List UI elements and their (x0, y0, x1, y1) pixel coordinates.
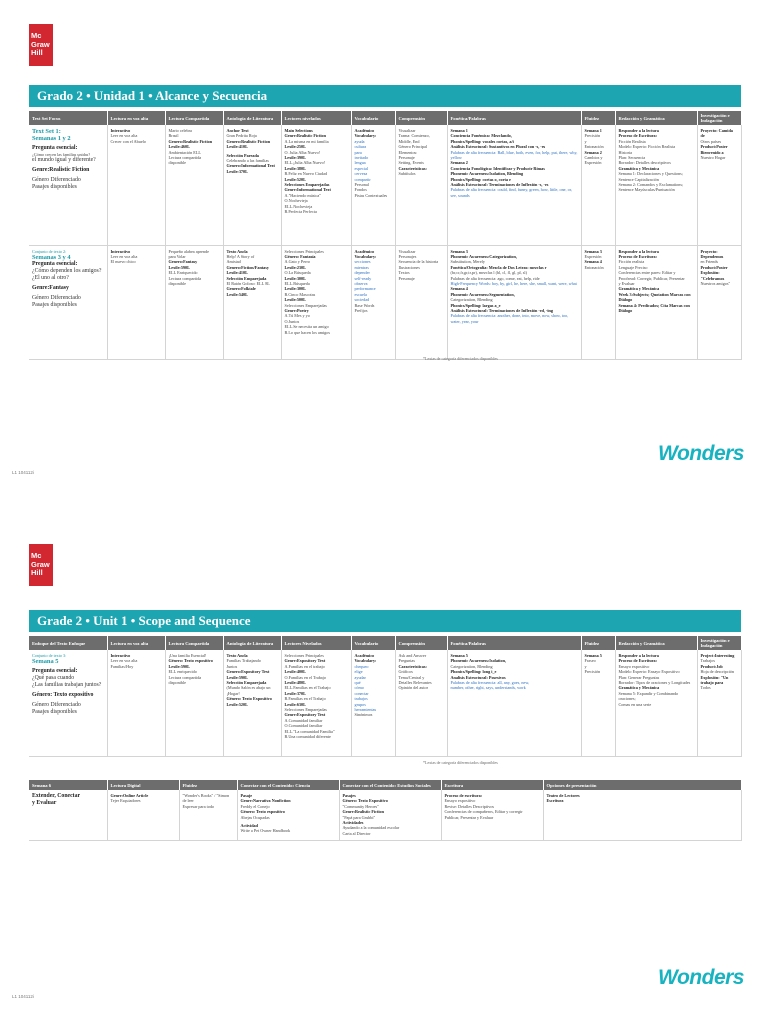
column-header: Redacción y Gramática (615, 111, 697, 125)
cell: Interactivo Leer en voz alta Familias/Hoy (107, 650, 165, 756)
cell: Project:Interesting Trabajos Product:Job Hoja de descripción Explosión: "Un trabajo para Todos (697, 650, 741, 756)
text-set-cell: Text Set 1: Semanas 1 y 2 Pregunta esencial: ¿Cómo crecen las familias unidas? el mundo igual y diferente? Genre:Realistic Fiction Género Diferenciado Pasajes disponibles (29, 125, 107, 245)
column-header: Vocabulario (351, 111, 395, 125)
column-header: Antología de Literatura (223, 111, 281, 125)
table-row (29, 245, 741, 359)
column-header: Lectores Nivelados (281, 636, 351, 650)
cell: Proyecto: Dependemos en Friends Product:Poster Explosión: "Celebramos Nuestros amigos" (697, 245, 741, 359)
column-header: Conectar con el Contenido: Estudios Sociales (339, 780, 441, 790)
cell: Texto Ancla Familias Trabajando Juntos Genero:Expository Text Lexile:590L Selección Emparejada (Mundo Salón es abajo un ¡Hogar! Género: Texto Expositivo Lexile:520L (223, 650, 281, 756)
cell: Académico Vocabulary: secciones mientras depender self-ready observa performance escuela sociedad Base Words Prefijos (351, 245, 395, 359)
table-header (29, 636, 741, 650)
column-header: Redacción y Gramática (615, 636, 697, 650)
document-code: L1 104112i (12, 994, 34, 999)
column-header: Escritura (441, 780, 543, 790)
cell: Semana 3 Expresión Semana 4 Entonación (581, 245, 615, 359)
page-title: Grade 2 • Unit 1 • Scope and Sequence (29, 610, 741, 632)
column-header: Lectura en voz alta (107, 111, 165, 125)
column-header: Investigación e Indagación (697, 636, 741, 650)
cell: Teatro de Lectores Escritura (543, 790, 741, 840)
column-header: Vocabulario (351, 636, 395, 650)
cell: Extender, Conectar y Evaluar (29, 790, 107, 840)
cell: Académico Vocabulary: chequeo elige ayudar qué cómo conectar trabajos grupos herramientas Sinónimos (351, 650, 395, 756)
scope-table (29, 111, 742, 360)
cell: Selecciones Principales Género: Fantasía A.Gato y Perro Lexile:230L O.La Búsqueda Lexile:300L ELL.Búsqueda Lexile:300L B.Cinco Mascotas Lexile:500L Selecciones Emparejadas Genre:Poetry A.Tú Mes y yo O.Juntos ELL.Se necesita un amigo B.Lo que hacen los amigos (281, 245, 351, 359)
cell: Semana 5 Fraseo y Precisión (581, 650, 615, 756)
footnote: *Lexias de categoría diferenciados disponibles (423, 356, 498, 361)
column-header: Comprensión (395, 111, 447, 125)
cell: Pasaje Genre:Narrativa Nonfiction Freddy el Conejo Género: Texto expositivo Abejas Ocupadas Actividad Write a Pet Owner Handbook (237, 790, 339, 840)
cell: Anchor Text Gran Pedrita Roja Genero:Realistic Fiction Lexile:410L Selección Pareada Celebrando a las familias Genero:Informational Text Lexile:370L (223, 125, 281, 245)
document-code: L1 104112i (12, 470, 34, 475)
cell: Pequeño alabea aprende para Volar Genero:Fantasy Lexile:590L ELL Enriquecido Lectura compartida disponible (165, 245, 223, 359)
text-set-cell: Conjunto de texto 3: Semana 5 Pregunta esencial: ¿Qué pasa cuando ¿Las familias trabajan juntos? Género: Texto expositivo Género Diferenciado Pasajes disponibles (29, 650, 107, 756)
column-header: Fonética/Palabras (447, 636, 581, 650)
footnote: *Lexias de categoría diferenciados disponibles (423, 760, 498, 765)
cell: Responder a la lectura Proceso de Escritura: Ficción Realista Modelo Experto: Ficción Realista Historia Plan: Secuencia Borrador: Detalles descriptivos Gramática y Mecánica Semana 1: Declaraciones y Questions; Sentence Capitalización Semana 2: Comandos y Exclamations; Sentence Mayúsculas/Puntuación (615, 125, 697, 245)
cell: Semana 1 Precisión y Entonación Semana 2 Cambios y Expresión (581, 125, 615, 245)
column-header: Conectar con el Contenido: Ciencia (237, 780, 339, 790)
cell: Semana 1 Conciencia Fonémica: Mezclando, Phonics/Spelling: vocales cortas, a/i Análisis Estructural: Sustantivos en Plural con -s, -es Palabras de alta frecuencia: Ball, blue, both, even, for, help, put, there, why, yellow Semana 2 Conciencia Fonológica: Identificar y Producir Rimas Phonemic Awareness:Isolation, Blending Phonics/Spelling: cortas o, corta e Análisis Estructural: Terminaciones de Inflexión -s, -es Palabras de alta frecuencia: could, find, funny, green, how, little, one, or, see, sounds (447, 125, 581, 245)
column-header: Fluidez (179, 780, 237, 790)
scope-table (29, 636, 742, 757)
column-header: Fluidez (581, 111, 615, 125)
column-header: Lectura en voz alta (107, 636, 165, 650)
cell: Interactivo Leer en voz alta Crecer con el Abuelo (107, 125, 165, 245)
cell: Selecciones Principales Genre:Expository Text A.Familias en el trabajo Lexile:400L O.Familias en el Trabajo Lexile:480L ELL.Familias en el Trabajo Lexile:370L B.Familias en el Trabajo Lexile:630L Selecciones Emparejadas Genre:Expository Text A.Comunidad familiar O.Comunidad familiar ELL."La comunidad Familia" B.Una comunidad diferente (281, 650, 351, 756)
column-header: Text Set Focus (29, 111, 107, 125)
table-row (29, 790, 741, 840)
column-header: Lectura Digital (107, 780, 179, 790)
column-header: Enfoque del Texto Enfoque (29, 636, 107, 650)
table-row (29, 125, 741, 245)
cell: ¡Una familia Esencial! Género: Texto expositivo Lexile:590L ELL enriquecido Lectura compartida disponible (165, 650, 223, 756)
page-english (0, 512, 768, 1024)
cell: "Wonder's Books" / "Simon de leer Expresar para todo (179, 790, 237, 840)
table-row (29, 650, 741, 756)
cell: Texto Ancla Help! A Story of Amistad Genero:Fiction/Fantasy Lexile:410L Selección Emparejada El Ratón Goloso: ELL 8L Genero:Folktale Lexile:540L (223, 245, 281, 359)
cell: Visualizar Personajes Secuencia de la historia Ilustraciones Textos Personaje (395, 245, 447, 359)
wonders-logo: Wonders (658, 442, 744, 465)
cell: Mario celebra Brasil Genero:Realistic Fiction Lexile:460L Ambientación ELL Lectura compartida disponible (165, 125, 223, 245)
cell: Interactivo Leer en voz alta El nuevo chico (107, 245, 165, 359)
column-header: Fonética/Palabras (447, 111, 581, 125)
table-header (29, 111, 741, 125)
cell: Ask and Answer Preguntas Características: Gráficos Tema/Central y Detalles Relevantes Opinión del autor (395, 650, 447, 756)
cell: Genre:Online Article Tejer Esquiadores (107, 790, 179, 840)
column-header: Opciones de presentación (543, 780, 741, 790)
page-title: Grado 2 • Unidad 1 • Alcance y Secuencia (29, 85, 741, 107)
wonders-logo: Wonders (658, 966, 744, 989)
cell: Proyecto: Camida de Otros países Product:Poster Bienvenido a Nuestro Hogar (697, 125, 741, 245)
mcgraw-hill-logo: Mc Graw Hill (29, 24, 53, 66)
cell: Semana 5 Phonemic Awareness:Isolation, Categorization, Blending Phonics/Spelling: long i_e Analisis Estructural: Posesivos Palabras de alta frecuencia: all, any, goes, new, number, other, right, says, understands, work (447, 650, 581, 756)
column-header: Semana 6 (29, 780, 107, 790)
cell: Semana 3 Phonemic Awareness:Categorization, Substitution, Merely Fonética/Ortografía: Mezcla de Dos Letras: mezclas r (br,cr,fr,gr,tr,pr), mezclas l (bl, cl, fl, gl, pl, sl) Palabras de alta frecuencia: ago, come, eat, help, ride High-Frequency Words: boy, by, girl, he, here, she, small, want, were, what Semana 4 Phonemic Awareness:Segmentation, Categorization, Blending Phonics/Spelling: largas a_e Análisis Estructural: Terminaciones de Inflexión -ed, -ing Palabras de alta frecuencia: another, done, into, move, now, show, too, water, year, your (447, 245, 581, 359)
column-header: Fluidez (581, 636, 615, 650)
cell: Visualizar Trama: Comienzo, Middle, End Género Principal Elementos: Personaje Setting, Events Características: Subtítulos (395, 125, 447, 245)
cell: Responder a la lectura Proceso de Escritura: Ficción realista Lenguaje Preciso Conferencias entre pares: Editar y Proofread: Corregir, Publicar, Presentar y Evaluar Gramática y Mecánica Week 3:Subjects; Quotation Marcas con Diálogo Semana 4: Predicados; Cita Marcas con Diálogo (615, 245, 697, 359)
column-header: Antología de Literatura (223, 636, 281, 650)
cell: Académico Vocabulary: ayuda cultura para invitado lengua especial cerveza compartir Personal Fondos Pistas Contextuales (351, 125, 395, 245)
column-header: Lectores nivelados (281, 111, 351, 125)
extend-table (29, 780, 742, 841)
cell: Proceso de escritura: Ensayo expositivo Revise: Detalles Descriptivos Conferencias de compañeros, Editar y corregir Publicar, Presentar y Evaluar (441, 790, 543, 840)
column-header: Comprensión (395, 636, 447, 650)
column-header: Lectura Compartida (165, 111, 223, 125)
table-header (29, 780, 741, 790)
column-header: Investigación e Indagación (697, 111, 741, 125)
cell: Main Selections Genre:Realistic Fiction A.La misma en mi familia Lexile:250L O. Julia Alba Nuevo! Lexile:390L ELL.¡Julia Alba Nuevo! Lexile:380L B.Feliz en Nuevo Ciudad Lexile:520L Selecciones Emparejadas Genre:Informational Text A."Haciendo música" O.Nochevieja ELL.Nochevieja B.Perfecta Perfecta (281, 125, 351, 245)
cell: Responder a la lectura Proceso de Escritura: Ensayo expositivo Modelo Experto: Ensayo Expositivo Plan: Generar Preguntas Borrador: Tipos de oraciones y Longitudes Gramática y Mecánica Semana 5: Expandir y Combinando oraciones; Comas en una serie (615, 650, 697, 756)
mcgraw-hill-logo: Mc Graw Hill (29, 544, 53, 586)
cell: Pasajes Género: Texto Expositivo "Community Heroes" Genre:Realistic Fiction "Papá para Grubbi" Actividades Ayudando a la comunidad escolar Carta al Director (339, 790, 441, 840)
text-set-cell: Conjunto de texto 2: Semanas 3 y 4 Pregunta esencial: ¿Cómo dependen los amigos? ¿El uno al otro? Genre:Fantasy Género Diferenciado Pasajes disponibles (29, 245, 107, 359)
column-header: Lectura Compartida (165, 636, 223, 650)
